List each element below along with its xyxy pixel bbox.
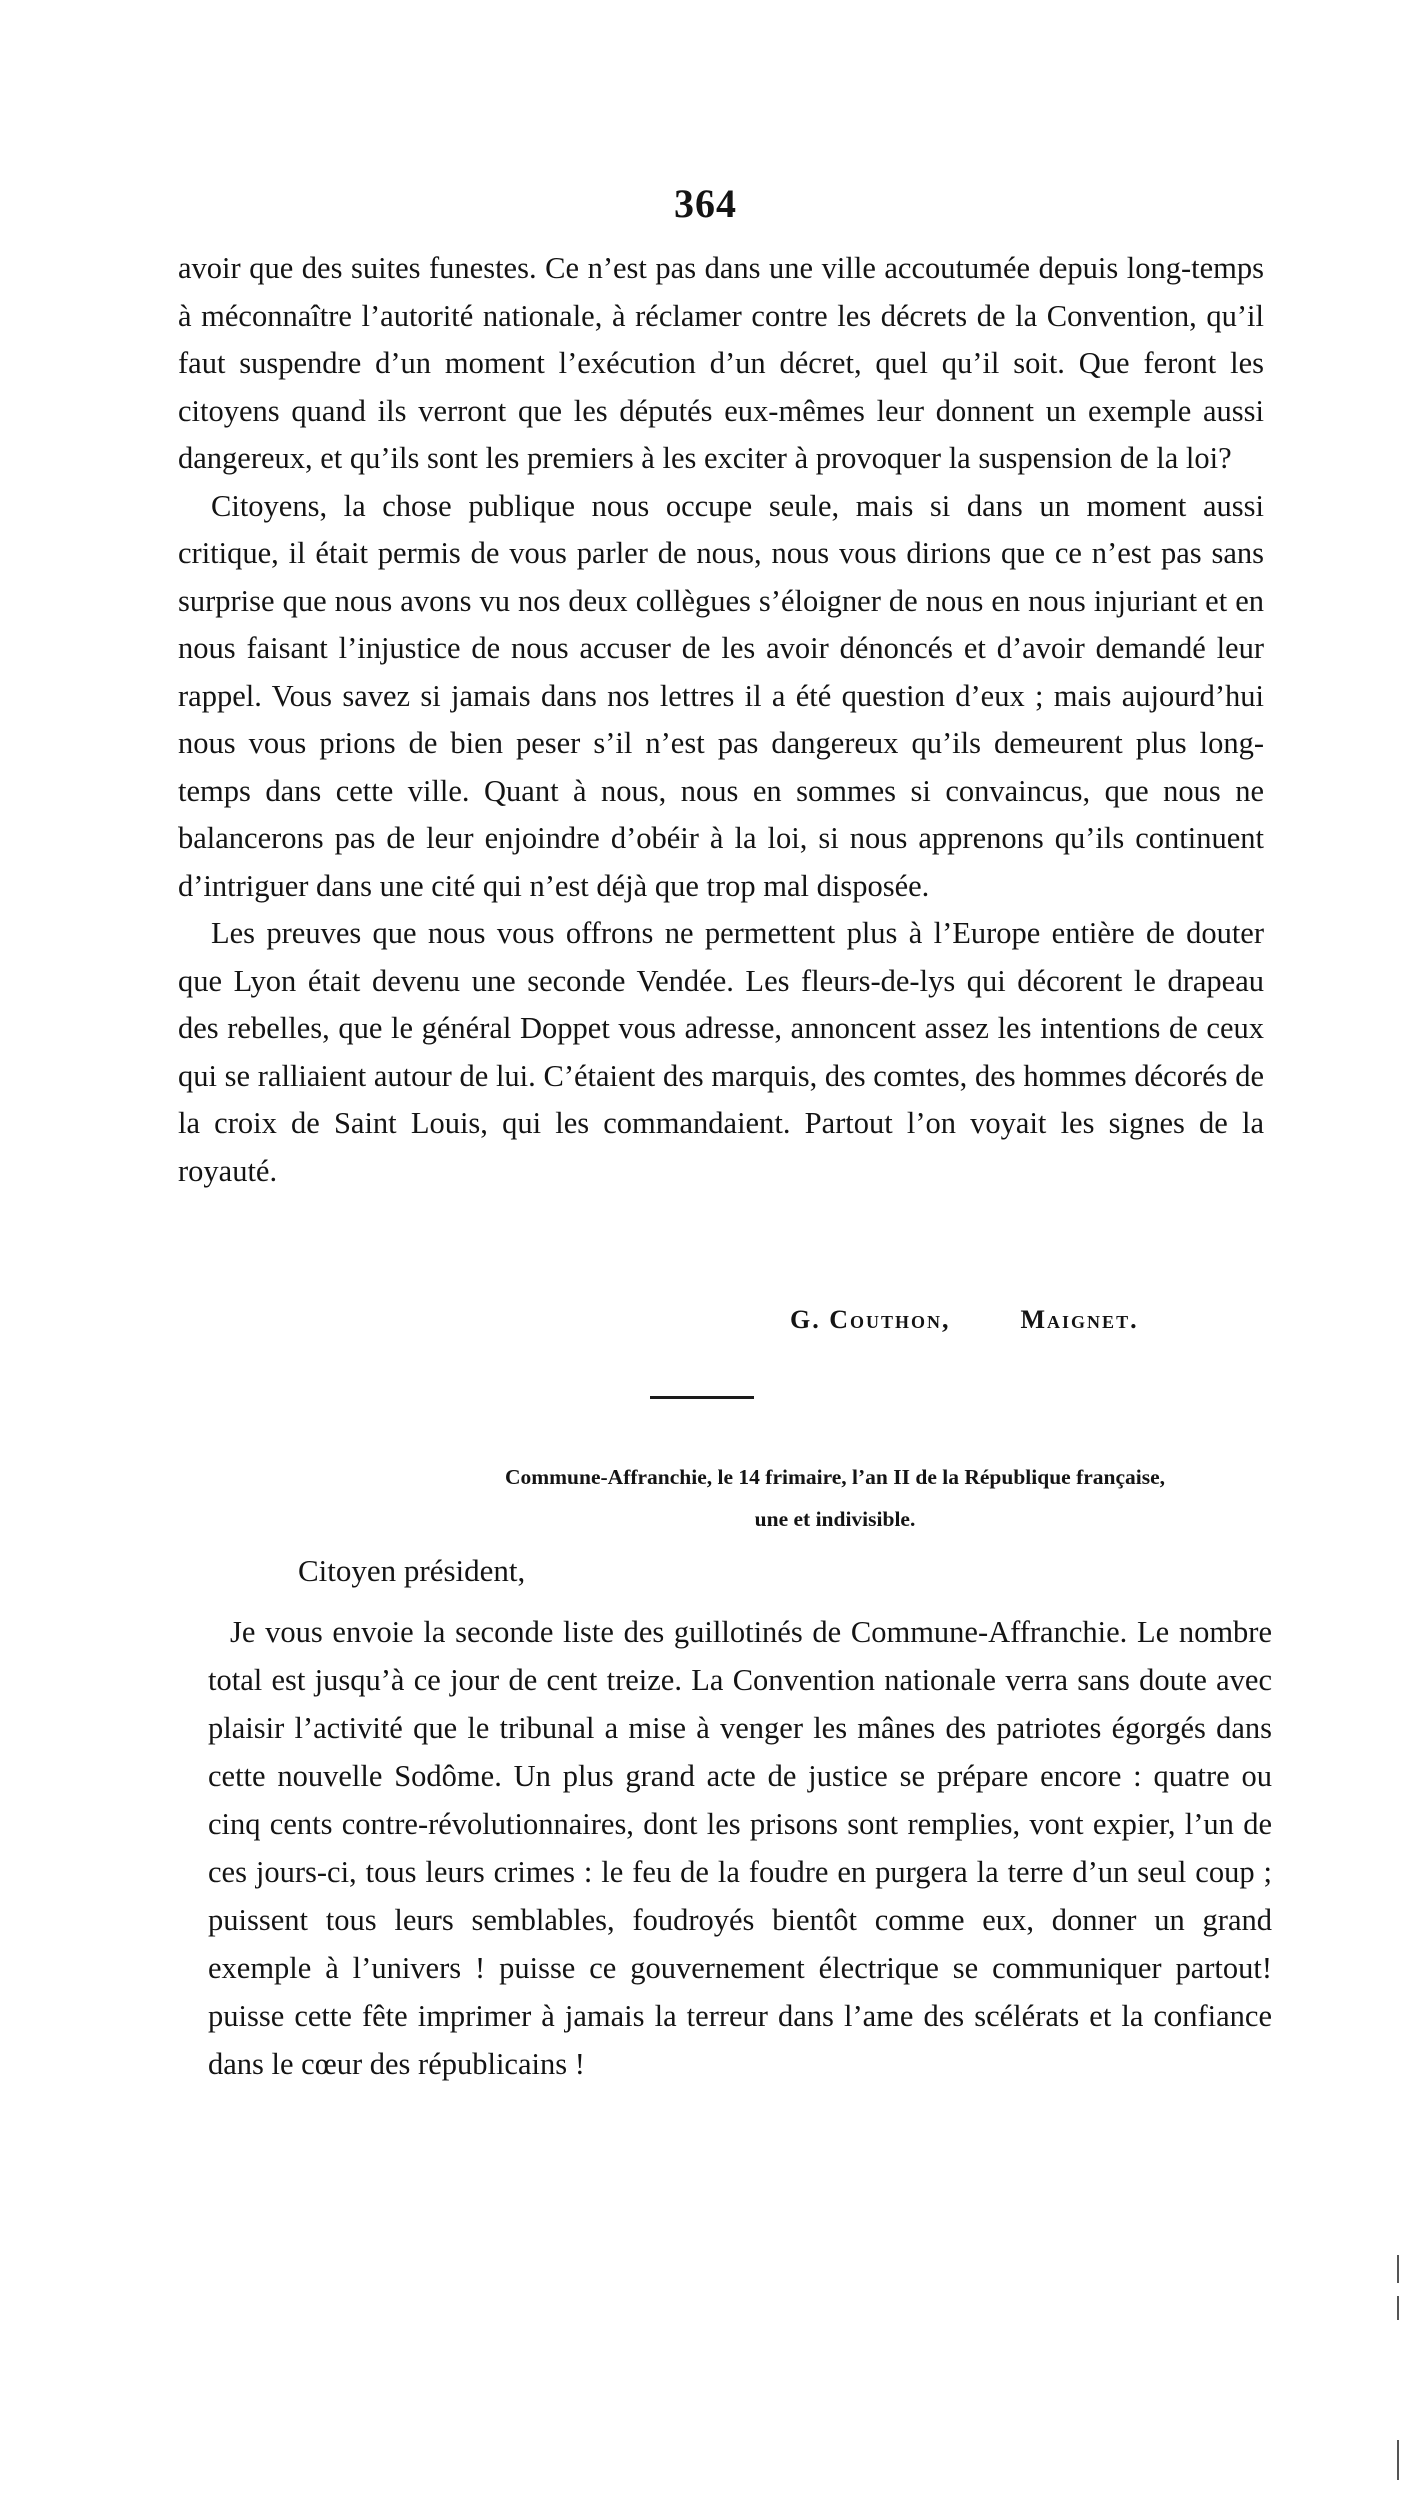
letter1-paragraph-3: Les preuves que nous vous offrons ne permettent plus à l’Europe entière de douter que Lyon était devenu une seconde Vendée. Les fleurs-de-lys qui décorent le drapeau des rebelles, que le général Doppet vous adresse, annoncent assez les intentions de ceux qui se ralliaient autour de lui. C’étaient des marquis, des comtes, des hommes décorés de la croix de Saint Louis, qui les commandaient. Partout l’on voyait les signes de la royauté. — [178, 916, 1264, 1188]
signature-couthon: G. Couthon, — [790, 1305, 951, 1334]
margin-mark — [1397, 2440, 1399, 2480]
section-divider-rule — [650, 1396, 754, 1399]
dateline-line-1: Commune-Affranchie, le 14 frimaire, l’an II de la République française, — [504, 1465, 1166, 1489]
dateline-line-2: une et indivisible. — [754, 1507, 916, 1531]
letter1-paragraph-2: Citoyens, la chose publique nous occupe seule, mais si dans un moment aussi critique, il était permis de vous parler de nous, nous vous dirions que ce n’est pas sans surprise que nous avons vu nos deux collègues s’éloigner de nous en nous injuriant et en nous faisant l’injustice de nous accuser de les avoir dénoncés et d’avoir demandé leur rappel. Vous savez si jamais dans nos lettres il a été question d’eux ; mais aujourd’hui nous vous prions de bien peser s’il n’est pas dangereux qu’ils demeurent plus long-temps dans cette ville. Quant à nous, nous en sommes si convaincus, que nous ne balancerons pas de leur enjoindre d’obéir à la loi, si nous apprenons qu’ils continuent d’intriguer dans une cité qui n’est déjà que trop mal disposée. — [178, 488, 1264, 903]
signature-line — [790, 1305, 1139, 1335]
dateline — [420, 1456, 1250, 1540]
page-number: 364 — [674, 181, 737, 226]
letter1-paragraph-1: avoir que des suites funestes. Ce n’est pas dans une ville accoutumée depuis long-temps à méconnaître l’autorité nationale, à réclamer contre les décrets de la Convention, qu’il faut suspendre d’un moment l’exécution d’un décret, quel qu’il soit. Que feront les citoyens quand ils verront que les députés eux-mêmes leur donnent un exemple aussi dangereux, et qu’ils sont les premiers à les exciter à provoquer la suspension de la loi? — [178, 251, 1264, 475]
letter2-paragraph: Je vous envoie la seconde liste des guillotinés de Commune-Affranchie. Le nombre total est jusqu’à ce jour de cent treize. La Convention nationale verra sans doute avec plaisir l’activité que le tribunal a mise à venger les mânes des patriotes égorgés dans cette nouvelle Sodôme. Un plus grand acte de justice se prépare encore : quatre ou cinq cents contre-révolutionnaires, dont les prisons sont remplies, vont expier, l’un de ces jours-ci, tous leurs crimes : le feu de la foudre en purgera la terre d’un seul coup ; puissent tous leurs semblables, foudroyés bientôt comme eux, donner un grand exemple à l’univers ! puisse ce gouvernement électrique se communiquer partout! puisse cette fête imprimer à jamais la terreur dans l’ame des scélérats et la confiance dans le cœur des républicains ! — [208, 1615, 1272, 2081]
salutation: Citoyen président, — [298, 1553, 526, 1588]
margin-mark — [1397, 2255, 1399, 2283]
letter-couthon-body — [178, 245, 1264, 1195]
signature-maignet: Maignet. — [1020, 1305, 1139, 1334]
margin-mark — [1397, 2296, 1399, 2320]
letter-second-body — [208, 1608, 1272, 2088]
